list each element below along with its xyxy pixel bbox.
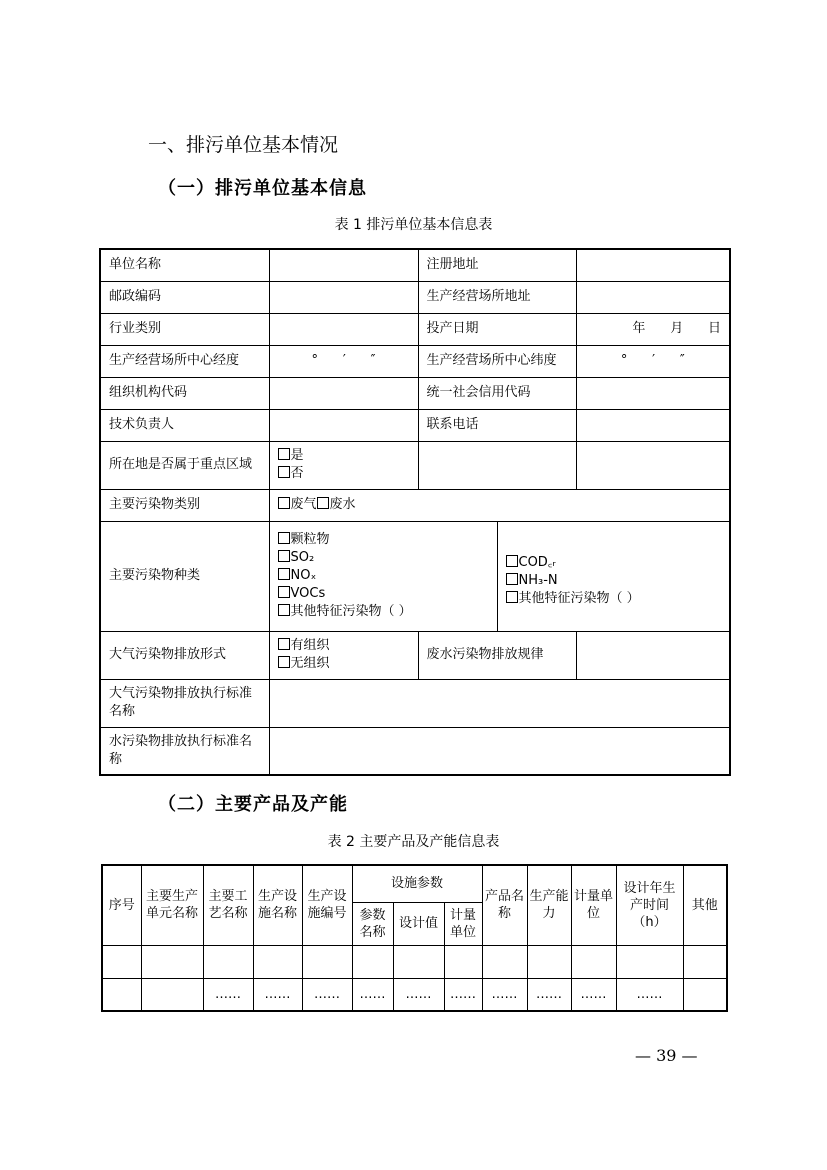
cell[interactable] bbox=[102, 945, 141, 978]
checkbox-icon[interactable] bbox=[506, 591, 518, 603]
header-other: 其他 bbox=[683, 865, 727, 945]
label-phone: 联系电话 bbox=[418, 409, 576, 441]
header-design-hours: 设计年生产时间（h） bbox=[616, 865, 683, 945]
value-water-emission-pattern[interactable] bbox=[576, 631, 730, 679]
value-credit-code[interactable] bbox=[576, 377, 730, 409]
cell[interactable] bbox=[352, 945, 393, 978]
label-latitude: 生产经营场所中心纬度 bbox=[418, 345, 576, 377]
water-pollutant-options bbox=[497, 521, 730, 631]
header-facility-params: 设施参数 bbox=[352, 865, 482, 902]
ellipsis-cell: …… bbox=[302, 978, 352, 1011]
header-facility-code: 生产设施编号 bbox=[302, 865, 352, 945]
option-yes[interactable]: 是 bbox=[278, 447, 410, 465]
header-capacity: 生产能力 bbox=[527, 865, 571, 945]
label-industry: 行业类别 bbox=[100, 313, 269, 345]
checkbox-icon[interactable] bbox=[278, 656, 290, 668]
cell[interactable] bbox=[683, 978, 727, 1011]
value-postal-code[interactable] bbox=[269, 281, 418, 313]
value-tech-lead[interactable] bbox=[269, 409, 418, 441]
ellipsis-cell: …… bbox=[616, 978, 683, 1011]
main-heading: 一、排污单位基本情况 bbox=[148, 134, 339, 156]
ellipsis-cell: …… bbox=[527, 978, 571, 1011]
label-key-area: 所在地是否属于重点区域 bbox=[100, 441, 269, 489]
cell[interactable] bbox=[141, 978, 203, 1011]
value-unit-name[interactable] bbox=[269, 249, 418, 281]
label-unit-name: 单位名称 bbox=[100, 249, 269, 281]
option-water[interactable]: 废水 bbox=[317, 497, 356, 512]
cell[interactable] bbox=[253, 945, 302, 978]
cell[interactable] bbox=[616, 945, 683, 978]
ellipsis-cell: …… bbox=[253, 978, 302, 1011]
value-org-code[interactable] bbox=[269, 377, 418, 409]
option-nh3n[interactable]: NH₃-N bbox=[506, 572, 722, 590]
value-air-standard[interactable] bbox=[269, 679, 730, 727]
value-reg-address[interactable] bbox=[576, 249, 730, 281]
header-seq: 序号 bbox=[102, 865, 141, 945]
label-postal-code: 邮政编码 bbox=[100, 281, 269, 313]
value-start-date[interactable]: 年 月 日 bbox=[576, 313, 730, 345]
value-longitude[interactable]: ° ′ ″ bbox=[269, 345, 418, 377]
label-credit-code: 统一社会信用代码 bbox=[418, 377, 576, 409]
ellipsis-cell: …… bbox=[444, 978, 482, 1011]
checkbox-icon[interactable] bbox=[278, 448, 290, 460]
option-no[interactable]: 否 bbox=[278, 465, 410, 483]
checkbox-icon[interactable] bbox=[278, 550, 290, 562]
ellipsis-cell: …… bbox=[571, 978, 616, 1011]
option-gas[interactable]: 废气 bbox=[278, 497, 317, 512]
label-air-emission-form: 大气污染物排放形式 bbox=[100, 631, 269, 679]
option-unorganized[interactable]: 无组织 bbox=[278, 655, 410, 673]
option-particulate[interactable]: 颗粒物 bbox=[278, 531, 489, 549]
basic-info-table bbox=[99, 248, 731, 776]
header-facility-name: 生产设施名称 bbox=[253, 865, 302, 945]
section1-heading: （一）排污单位基本信息 bbox=[158, 178, 367, 199]
value-water-standard[interactable] bbox=[269, 727, 730, 775]
option-so2[interactable]: SO₂ bbox=[278, 549, 489, 567]
label-tech-lead: 技术负责人 bbox=[100, 409, 269, 441]
pollutant-category-options bbox=[269, 489, 730, 521]
cell[interactable] bbox=[393, 945, 444, 978]
header-process: 主要工艺名称 bbox=[203, 865, 253, 945]
ellipsis-cell: …… bbox=[393, 978, 444, 1011]
page-number: — 39 — bbox=[635, 1046, 698, 1065]
checkbox-icon[interactable] bbox=[278, 532, 290, 544]
value-industry[interactable] bbox=[269, 313, 418, 345]
header-param-name: 参数名称 bbox=[352, 902, 393, 945]
checkbox-icon[interactable] bbox=[278, 497, 290, 509]
header-product-name: 产品名称 bbox=[482, 865, 527, 945]
key-area-options bbox=[269, 441, 418, 489]
label-site-address: 生产经营场所地址 bbox=[418, 281, 576, 313]
option-vocs[interactable]: VOCs bbox=[278, 585, 489, 603]
empty-cell bbox=[418, 441, 576, 489]
header-measure-unit: 计量单位 bbox=[571, 865, 616, 945]
option-nox[interactable]: NOₓ bbox=[278, 567, 489, 585]
label-air-standard: 大气污染物排放执行标准名称 bbox=[100, 679, 269, 727]
label-water-emission-pattern: 废水污染物排放规律 bbox=[418, 631, 576, 679]
cell[interactable] bbox=[444, 945, 482, 978]
label-water-standard: 水污染物排放执行标准名称 bbox=[100, 727, 269, 775]
air-form-options bbox=[269, 631, 418, 679]
ellipsis-cell: …… bbox=[482, 978, 527, 1011]
table-row bbox=[102, 945, 727, 978]
section2-heading: （二）主要产品及产能 bbox=[158, 794, 348, 815]
option-cod[interactable]: COD꜀ᵣ bbox=[506, 554, 722, 572]
table-row bbox=[102, 978, 727, 1011]
label-longitude: 生产经营场所中心经度 bbox=[100, 345, 269, 377]
empty-cell bbox=[576, 441, 730, 489]
cell[interactable] bbox=[141, 945, 203, 978]
header-main-unit: 主要生产单元名称 bbox=[141, 865, 203, 945]
label-pollutant-category: 主要污染物类别 bbox=[100, 489, 269, 521]
checkbox-icon[interactable] bbox=[506, 555, 518, 567]
label-start-date: 投产日期 bbox=[418, 313, 576, 345]
table1-caption: 表 1 排污单位基本信息表 bbox=[334, 217, 493, 233]
products-capacity-table bbox=[101, 864, 728, 1012]
header-unit: 计量单位 bbox=[444, 902, 482, 945]
ellipsis-cell: …… bbox=[203, 978, 253, 1011]
label-reg-address: 注册地址 bbox=[418, 249, 576, 281]
checkbox-icon[interactable] bbox=[278, 466, 290, 478]
checkbox-icon[interactable] bbox=[278, 638, 290, 650]
cell[interactable] bbox=[683, 945, 727, 978]
value-site-address[interactable] bbox=[576, 281, 730, 313]
checkbox-icon[interactable] bbox=[278, 586, 290, 598]
cell[interactable] bbox=[527, 945, 571, 978]
label-pollutant-type: 主要污染物种类 bbox=[100, 521, 269, 631]
checkbox-icon[interactable] bbox=[506, 573, 518, 585]
checkbox-icon[interactable] bbox=[317, 497, 329, 509]
cell[interactable] bbox=[102, 978, 141, 1011]
option-other-water[interactable]: 其他特征污染物（ ） bbox=[506, 590, 722, 608]
gas-pollutant-options bbox=[269, 521, 497, 631]
cell[interactable] bbox=[203, 945, 253, 978]
checkbox-icon[interactable] bbox=[278, 568, 290, 580]
option-organized[interactable]: 有组织 bbox=[278, 637, 410, 655]
cell[interactable] bbox=[482, 945, 527, 978]
label-org-code: 组织机构代码 bbox=[100, 377, 269, 409]
cell[interactable] bbox=[571, 945, 616, 978]
ellipsis-cell: …… bbox=[352, 978, 393, 1011]
value-phone[interactable] bbox=[576, 409, 730, 441]
value-latitude[interactable]: ° ′ ″ bbox=[576, 345, 730, 377]
table2-caption: 表 2 主要产品及产能信息表 bbox=[327, 834, 500, 850]
option-other-gas[interactable]: 其他特征污染物（ ） bbox=[278, 603, 489, 621]
header-design-value: 设计值 bbox=[393, 902, 444, 945]
cell[interactable] bbox=[302, 945, 352, 978]
checkbox-icon[interactable] bbox=[278, 604, 290, 616]
